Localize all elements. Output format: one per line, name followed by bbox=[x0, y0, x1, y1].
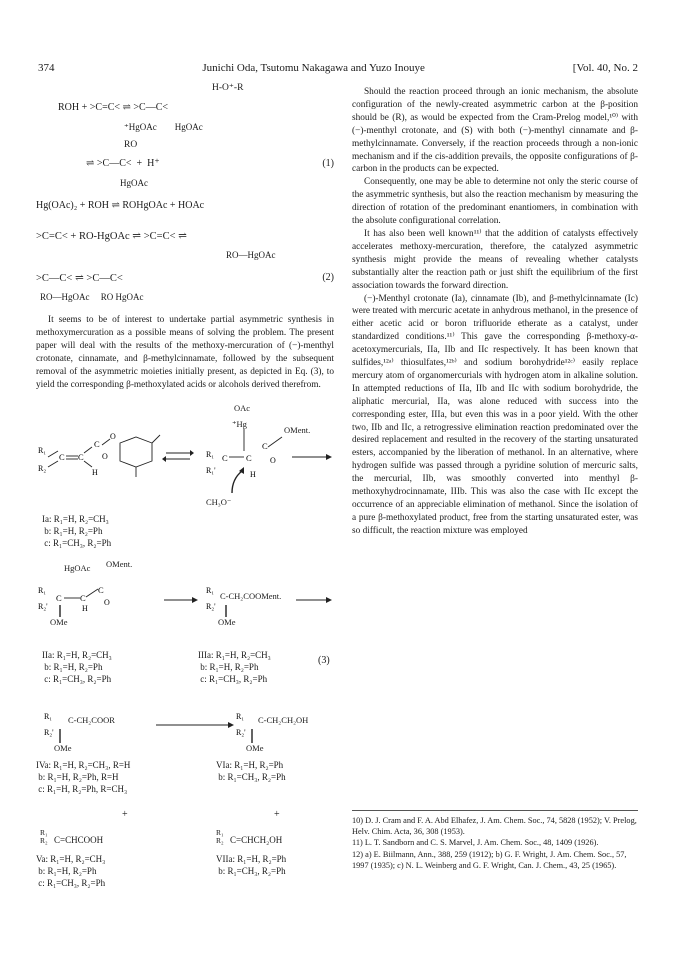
svg-text:R₁: R₁ bbox=[206, 586, 215, 596]
svg-text:C: C bbox=[80, 593, 86, 604]
scheme-IV-to-VI-drawing bbox=[36, 701, 334, 761]
footnote-10: 10) D. J. Cram and F. A. Abd Elhafez, J. Am. Chem. Soc., 74, 5828 (1952); V. Prelog, Helv. Chim. Acta, 36, 308 (1953). bbox=[352, 816, 637, 837]
svg-text:R₁': R₁' bbox=[206, 466, 216, 476]
eq1-number: (1) bbox=[322, 158, 334, 169]
svg-text:R₁: R₁ bbox=[44, 712, 53, 722]
scheme-3 bbox=[36, 405, 334, 965]
svg-text:C: C bbox=[56, 593, 62, 604]
left-column bbox=[36, 82, 334, 965]
svg-text:R₂': R₂' bbox=[206, 602, 216, 612]
header-authors: Junichi Oda, Tsutomu Nakagawa and Yuzo Inouye bbox=[202, 62, 425, 74]
svg-text:C: C bbox=[94, 439, 100, 450]
scheme-iii-ome: OMe bbox=[218, 617, 236, 628]
scheme-eq3-number: (3) bbox=[318, 655, 330, 667]
compound-list-V: Va: R₁=H, R₂=CH₃ b: R₁=H, R₂=Ph c: R₁=CH₃, R₂=Ph bbox=[36, 854, 106, 889]
paragraph-catalysts: It has also been well known¹¹⁾ that the addition of catalysts effectively accelerates methoxy-mercuration, therefore, the catalyzed asymmetric synthesis might provide the means of revealing whether catalysts substantially alter the reaction path or just shift the equilibrium of the first association towards the forward direction. bbox=[352, 228, 638, 291]
svg-text:O: O bbox=[110, 432, 116, 442]
svg-text:R₂': R₂' bbox=[236, 728, 246, 738]
scheme-v-structure: R₁ R₂ C=CHCOOH bbox=[40, 828, 104, 846]
eq2-line2-under: RO—HgOAc bbox=[226, 250, 276, 260]
eq2-line3: >C—C< ⇌ >C—C< bbox=[36, 273, 123, 284]
scheme-plus-left: + bbox=[122, 809, 128, 821]
svg-text:C: C bbox=[222, 453, 228, 464]
eq1-line1: ROH + >C=C< ⇌ >C—C< bbox=[58, 102, 169, 113]
running-header bbox=[38, 62, 638, 78]
right-body bbox=[352, 86, 638, 538]
eq1-line2-under: HgOAc bbox=[120, 178, 148, 188]
scheme-II-to-III-drawing bbox=[36, 565, 334, 635]
svg-text:C: C bbox=[246, 453, 252, 464]
compound-list-VII: VIIa: R₁=H, R₂=Ph b: R₁=CH₃, R₂=Ph bbox=[216, 854, 287, 877]
eq2-line1: Hg(OAc)₂ + ROH ⇌ ROHgOAc + HOAc bbox=[36, 200, 205, 211]
svg-text:H: H bbox=[92, 468, 98, 478]
scheme-structure-drawing bbox=[36, 405, 334, 515]
scheme-iv-ome: OMe bbox=[54, 743, 72, 754]
svg-text:C: C bbox=[98, 585, 104, 596]
svg-text:H: H bbox=[250, 470, 256, 480]
svg-text:H: H bbox=[82, 604, 88, 614]
compound-list-IV: IVa: R₁=H, R₂=CH₃, R=H b: R₁=H, R₂=Ph, R=H c: R₁=H, R₂=Ph, R=CH₃ bbox=[36, 760, 131, 795]
scheme-oac-label: OAc bbox=[234, 403, 251, 414]
scheme-hg-label: ⁺Hg bbox=[232, 419, 247, 430]
svg-text:R₁: R₁ bbox=[38, 586, 47, 596]
eq2-number: (2) bbox=[322, 272, 334, 283]
right-column bbox=[352, 86, 638, 538]
scheme-vi-ome: OMe bbox=[246, 743, 264, 754]
page-number: 374 bbox=[38, 62, 55, 74]
svg-text:O: O bbox=[270, 456, 276, 466]
footnote-11: 11) L. T. Sandborn and C. S. Marvel, J. Am. Chem. Soc., 48, 1409 (1926). bbox=[352, 838, 599, 848]
scheme-ii-hgoac: HgOAc bbox=[64, 563, 91, 574]
svg-text:R₂': R₂' bbox=[44, 728, 54, 738]
paragraph-experimental: (−)-Menthyl crotonate (Ia), cinnamate (Ib), and β-methylcinnamate (Ic) were treated with mercuric acetate in anhydrous methanol, in the presence of either acetic acid or boron trifluoride etherate as a catalyst, under standardized conditions.¹¹⁾ This gave the corresponding β-methoxy-α-acetoxymercurials, IIa, IIb and IIc respectively. It has been known that sulfides,¹²ᵃ⁾ thiosulfates,¹²ᵇ⁾ and sodium borohydride¹²ᶜ⁾ easily replace mercury atom of organomercurials with hydrogen atom in alkaline solution. In attempted reductions of IIa, IIb and IIc with sodium borohydride, the aliphatic mercurial, IIa, was alone reduced with success into the corresponding ester, IIIa, but even this was in a poor yield. With the other two, IIb and IIc, a retrogressive elimination reaction predominated over the desired replacement and resulted in the recovery of the starting unsaturated esters, accompanied by the liberation of methanol. In an alternative, where hydrogen sulfide was passed through a pyridine solution of mercuric salts, the mercurial, IIb, was smoothly converted into menthyl β-methoxyhydrocinnamate, IIIb. This was also the case with IIc except the occurrence of an appreciable elimination of methanol. Since the isolation of a pure β-methoxylated product, free from the starting unsaturated ester, was so difficult, the reaction mixture was employed bbox=[352, 293, 639, 536]
scheme-ii-oment: OMent. bbox=[106, 559, 133, 570]
scheme-ii-ome: OMe bbox=[50, 617, 68, 628]
compound-list-I: Ia: R₁=H, R₂=CH₃ b: R₁=H, R₂=Ph c: R₁=CH₃, R₂=Ph bbox=[42, 514, 112, 549]
eq1-top-label: H-O⁺-R bbox=[212, 83, 244, 93]
scheme-iii-chain: C-CH₂COOMent. bbox=[220, 591, 282, 602]
intro-text: It seems to be of interest to undertake partial asymmetric synthesis in methoxymercuration as a possible means of solving the problem. The present paper will deal with the results of the methoxy-mercuration of (−)-menthyl crotonate, cinnamate, and β-methylcinnamate, followed by the subsequent removal of the asymmetric moieties initially present, as depicted in Eq. (3), to yield the corresponding β-methoxylated acids or alcohols derived therefrom. bbox=[36, 315, 334, 390]
svg-text:R₂: R₂ bbox=[38, 464, 47, 474]
footnote-12: 12) a) E. Biilmann, Ann., 388, 259 (1912); b) G. F. Wright, J. Am. Chem. Soc., 57, 1997 (1935); c) N. L. Weinberg and G. F. Wright, Can. J. Chem., 43, 25 (1965). bbox=[352, 849, 627, 870]
equation-1 bbox=[36, 82, 334, 200]
paragraph-consequently: Consequently, one may be able to determine not only the steric course of the asymmetric synthesis, but also the reaction mechanism by measuring the direction of rotation of the predominant enantiomers, in combination with the absolute configurational correlation. bbox=[352, 177, 638, 227]
svg-text:C: C bbox=[262, 441, 268, 452]
scheme-plus-right: + bbox=[274, 809, 280, 821]
eq2-line2: >C=C< + RO-HgOAc ⇌ >C=C< ⇌ bbox=[36, 231, 187, 242]
svg-text:R₂': R₂' bbox=[38, 602, 48, 612]
svg-text:R₁: R₁ bbox=[38, 446, 47, 456]
intro-paragraph bbox=[36, 314, 334, 391]
svg-text:O: O bbox=[104, 598, 110, 608]
scheme-ch3o-label: CH₃O⁻ bbox=[206, 497, 232, 508]
eq1-line1-under: ⁺HgOAc HgOAc bbox=[124, 122, 203, 132]
footnotes bbox=[352, 810, 638, 871]
compound-list-II: IIa: R₁=H, R₂=CH₃ b: R₁=H, R₂=Ph c: R₁=CH₃, R₂=Ph bbox=[42, 650, 112, 685]
scheme-vii-label: C=CHCH₂OH bbox=[230, 835, 283, 846]
equation-2 bbox=[36, 200, 334, 312]
compound-list-VI: VIa: R₁=H, R₂=Ph b: R₁=CH₃, R₂=Ph bbox=[216, 760, 286, 783]
eq1-line2: ⇌ >C—C< + H⁺ bbox=[86, 158, 160, 169]
scheme-vi-chain: C-CH₂CH₂OH bbox=[258, 715, 309, 726]
paragraph-mechanism: Should the reaction proceed through an ionic mechanism, the absolute configuration of the newly-created asymmetric carbon at the β-position should be (R), as would be expected from the Cram-Prelog model,¹⁰⁾ with (−)-menthyl crotonate, and (S) with both (−)-menthyl cinnamate and β-methylcinnamate. Conversely, if the reaction proceeds through a non-ionic mechanism and if the cis-addition prevails, the opposite configurations of β-carbon in the products can be expected. bbox=[352, 87, 638, 175]
svg-text:R₁: R₁ bbox=[206, 450, 215, 460]
svg-text:C: C bbox=[59, 452, 65, 463]
eq2-line3-under: RO—HgOAc RO HgOAc bbox=[40, 292, 144, 302]
header-volume: [Vol. 40, No. 2 bbox=[572, 62, 638, 74]
scheme-v-label: C=CHCOOH bbox=[54, 835, 104, 846]
scheme-iv-chain: C-CH₂COOR bbox=[68, 715, 115, 726]
compound-list-III: IIIa: R₁=H, R₂=CH₃ b: R₁=H, R₂=Ph c: R₁=CH₃, R₂=Ph bbox=[198, 650, 271, 685]
eq1-ro-label: RO bbox=[124, 140, 138, 150]
svg-text:O: O bbox=[102, 452, 108, 462]
scheme-oment-label: OMent. bbox=[284, 425, 311, 436]
svg-text:C: C bbox=[78, 452, 84, 463]
scheme-vii-structure: R₁ R₂ C=CHCH₂OH bbox=[216, 828, 283, 846]
svg-text:R₁: R₁ bbox=[236, 712, 245, 722]
